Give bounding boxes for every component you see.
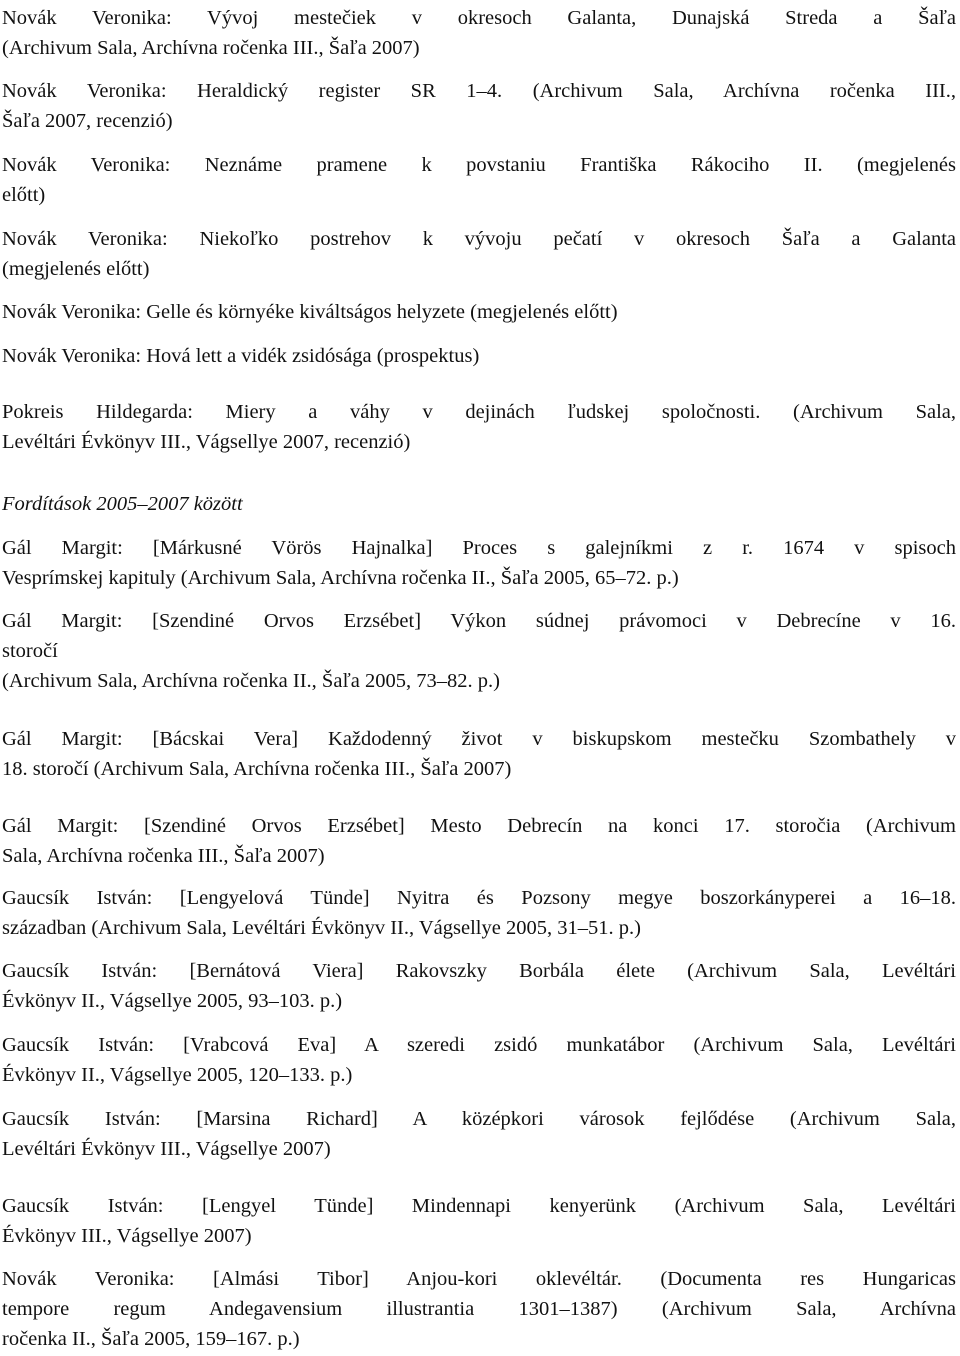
bibliography-entry	[2, 3, 956, 63]
entry-line: Novák Veronika: Hová lett a vidék zsidósága (prospektus)	[2, 345, 480, 367]
bibliography-entry	[2, 1264, 956, 1354]
entry-line: Sala, Archívna ročenka III., Šaľa 2007)	[2, 845, 325, 867]
entry-line: Gál Margit: [Szendiné Orvos Erzsébet] Výkon súdnej právomoci v Debrecíne v 16.	[2, 610, 956, 632]
entry-line: Pokreis Hildegarda: Miery a váhy v dejinách ľudskej spoločnosti. (Archivum Sala,	[2, 401, 956, 423]
bibliography-entry	[2, 883, 956, 943]
entry-line: Novák Veronika: Neznáme pramene k povstaniu Františka Rákociho II. (megjelenés	[2, 154, 956, 176]
bibliography-entry	[2, 150, 956, 210]
section-heading: Fordítások 2005–2007 között	[2, 493, 243, 515]
entry-line: ročenka II., Šaľa 2005, 159–167. p.)	[2, 1328, 300, 1350]
bibliography-entry	[2, 956, 956, 1016]
entry-line: Novák Veronika: Vývoj mestečiek v okresoch Galanta, Dunajská Streda a Šaľa	[2, 7, 956, 29]
entry-line: Novák Veronika: Niekoľko postrehov k vývoju pečatí v okresoch Šaľa a Galanta	[2, 228, 956, 250]
entry-line: Gaucsík István: [Lengyel Tünde] Mindennapi kenyerünk (Archivum Sala, Levéltári	[2, 1195, 956, 1217]
bibliography-entry	[2, 1191, 956, 1251]
entry-line: tempore regum Andegavensium illustrantia 1301–1387) (Archivum Sala, Archívna	[2, 1298, 956, 1320]
entry-line: Novák Veronika: [Almási Tibor] Anjou-kori oklevéltár. (Documenta res Hungaricas	[2, 1268, 956, 1290]
entry-line: előtt)	[2, 184, 46, 206]
entry-line: Gaucsík István: [Marsina Richard] A középkori városok fejlődése (Archivum Sala,	[2, 1108, 956, 1130]
bibliography-entry	[2, 533, 956, 593]
entry-line: Gál Margit: [Márkusné Vörös Hajnalka] Proces s galejníkmi z r. 1674 v spisoch	[2, 537, 956, 559]
entry-line: Šaľa 2007, recenzió)	[2, 110, 173, 132]
entry-line: Novák Veronika: Gelle és környéke kiváltságos helyzete (megjelenés előtt)	[2, 301, 618, 323]
bibliography-entry	[2, 76, 956, 136]
entry-line: Gál Margit: [Szendiné Orvos Erzsébet] Mesto Debrecín na konci 17. storočia (Archivum	[2, 815, 956, 837]
bibliography-entry	[2, 341, 956, 371]
entry-line: Évkönyv II., Vágsellye 2005, 93–103. p.)	[2, 990, 343, 1012]
entry-line: (Archivum Sala, Archívna ročenka III., Šaľa 2007)	[2, 37, 420, 59]
entry-line: században (Archivum Sala, Levéltári Évkönyv II., Vágsellye 2005, 31–51. p.)	[2, 917, 641, 939]
bibliography-entry	[2, 1104, 956, 1164]
bibliography-entry	[2, 724, 956, 784]
entry-line: Levéltári Évkönyv III., Vágsellye 2007)	[2, 1138, 331, 1160]
entry-line: Gaucsík István: [Bernátová Viera] Rakovszky Borbála élete (Archivum Sala, Levéltári	[2, 960, 956, 982]
entry-line: Vesprímskej kapituly (Archivum Sala, Archívna ročenka II., Šaľa 2005, 65–72. p.)	[2, 567, 679, 589]
bibliography-entry	[2, 224, 956, 284]
entry-line: 18. storočí (Archivum Sala, Archívna ročenka III., Šaľa 2007)	[2, 758, 512, 780]
bibliography-entry	[2, 397, 956, 457]
entry-line: Évkönyv II., Vágsellye 2005, 120–133. p.)	[2, 1064, 353, 1086]
entry-line: (Archivum Sala, Archívna ročenka II., Šaľa 2005, 73–82. p.)	[2, 670, 500, 692]
entry-line: Gaucsík István: [Lengyelová Tünde] Nyitra és Pozsony megye boszorkányperei a 16–18.	[2, 887, 956, 909]
entry-line: Novák Veronika: Heraldický register SR 1–4. (Archivum Sala, Archívna ročenka III.,	[2, 80, 956, 102]
entry-line: Gál Margit: [Bácskai Vera] Každodenný život v biskupskom mestečku Szombathely v	[2, 728, 956, 750]
bibliography-entry	[2, 811, 956, 871]
entry-line: Gaucsík István: [Vrabcová Eva] A szeredi zsidó munkatábor (Archivum Sala, Levéltári	[2, 1034, 956, 1056]
entry-line: (megjelenés előtt)	[2, 258, 150, 280]
entry-line: Évkönyv III., Vágsellye 2007)	[2, 1225, 252, 1247]
entry-line: storočí	[2, 640, 58, 662]
bibliography-entry	[2, 606, 956, 696]
bibliography-entry	[2, 1030, 956, 1090]
entry-line: Levéltári Évkönyv III., Vágsellye 2007, recenzió)	[2, 431, 411, 453]
bibliography-entry	[2, 297, 956, 327]
